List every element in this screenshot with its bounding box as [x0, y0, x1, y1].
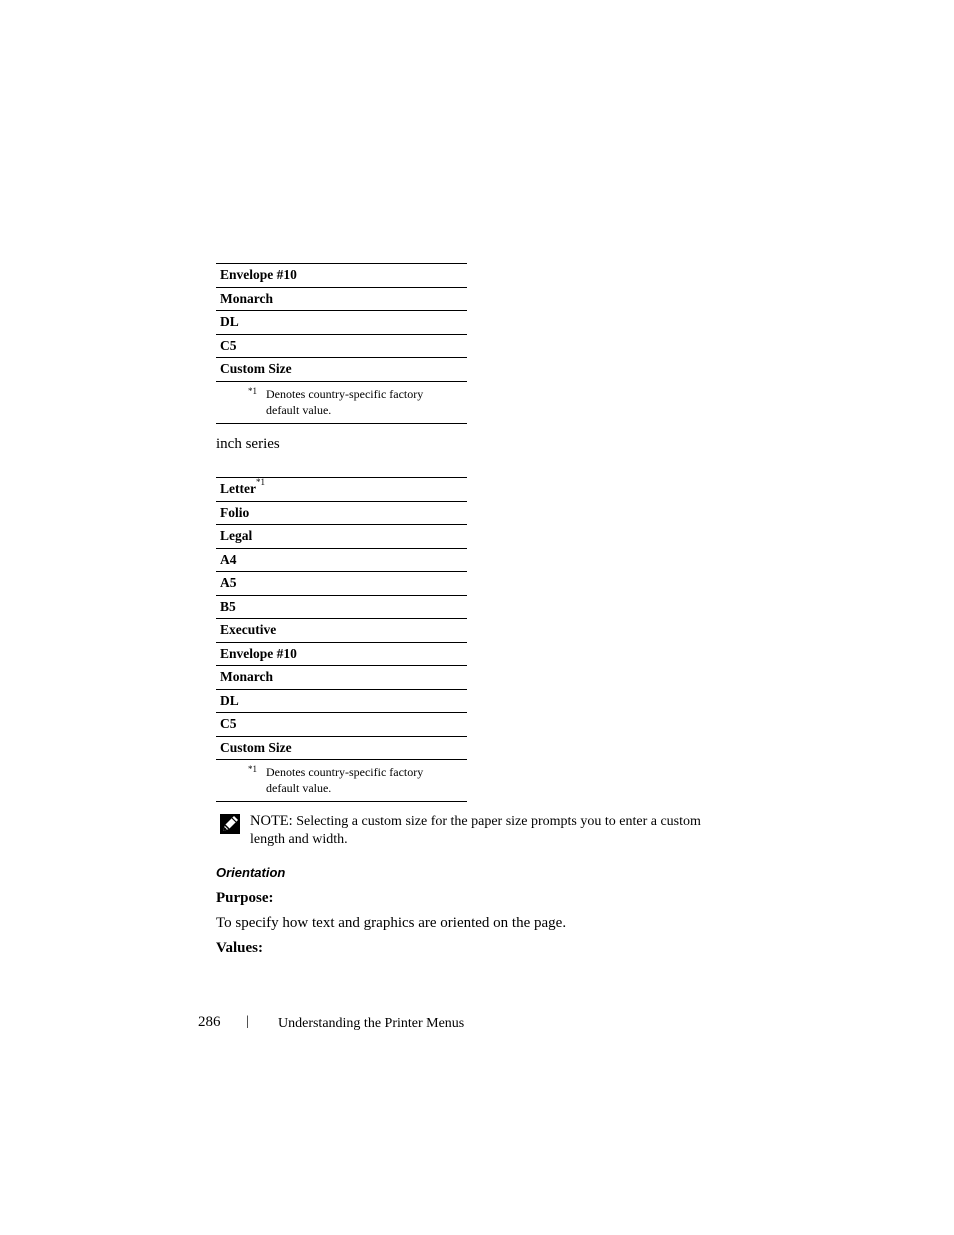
table-cell: A4: [216, 548, 467, 572]
table-cell: Monarch: [216, 666, 467, 690]
paper-size-table-inch: [216, 477, 467, 802]
table-row: [216, 713, 467, 737]
table-cell: DL: [216, 689, 467, 713]
note-label: NOTE:: [250, 813, 293, 829]
page-number: 286: [198, 1014, 221, 1030]
footnote-text: Denotes country-specific factory default value.: [266, 765, 424, 795]
table-row: [216, 478, 467, 502]
table-cell: Envelope #10: [216, 642, 467, 666]
footnote-mark: *1: [248, 764, 257, 774]
cell-text: Letter: [220, 481, 256, 497]
values-label: Values:: [216, 940, 263, 956]
table-row: [216, 287, 467, 311]
footer-title: Understanding the Printer Menus: [278, 1016, 465, 1031]
paper-size-table-mm: [216, 263, 467, 424]
table-row: [216, 501, 467, 525]
table-cell: Monarch: [216, 287, 467, 311]
series-label: inch series: [216, 436, 280, 452]
table-cell: Envelope #10: [216, 264, 467, 288]
table-cell: Executive: [216, 619, 467, 643]
footnote-row: [216, 760, 467, 802]
footer-separator: |: [246, 1014, 249, 1029]
footnote-cell: [216, 381, 467, 423]
footnote-row: [216, 381, 467, 423]
table-cell: DL: [216, 311, 467, 335]
footnote-text: Denotes country-specific factory default value.: [266, 386, 424, 417]
note-body: Selecting a custom size for the paper size prompts you to enter a custom length and width.: [250, 814, 701, 847]
purpose-text: To specify how text and graphics are oriented on the page.: [216, 915, 567, 931]
note-pencil-icon: [220, 814, 240, 834]
footnote-sup: *1: [255, 477, 265, 488]
table-row: [216, 548, 467, 572]
purpose-label: Purpose:: [216, 890, 274, 906]
table-cell: A5: [216, 572, 467, 596]
table-cell: B5: [216, 595, 467, 619]
table-row: [216, 666, 467, 690]
table-row: [216, 572, 467, 596]
table-cell: [216, 478, 467, 502]
table-row: [216, 736, 467, 760]
table-cell: C5: [216, 713, 467, 737]
table-row: [216, 264, 467, 288]
table-cell: C5: [216, 334, 467, 358]
footnote-cell: [216, 760, 467, 802]
table-cell: Legal: [216, 525, 467, 549]
note-text: [250, 812, 716, 849]
section-heading: Orientation: [216, 865, 286, 880]
footnote-mark: *1: [248, 385, 257, 396]
note-block: [216, 812, 716, 849]
table-cell: Custom Size: [216, 736, 467, 760]
table-row: [216, 334, 467, 358]
table-row: [216, 689, 467, 713]
table-row: [216, 525, 467, 549]
table-row: [216, 642, 467, 666]
table-row: [216, 311, 467, 335]
table-row: [216, 595, 467, 619]
table-cell: Folio: [216, 501, 467, 525]
table-row: [216, 358, 467, 382]
table-cell: Custom Size: [216, 358, 467, 382]
table-row: [216, 619, 467, 643]
